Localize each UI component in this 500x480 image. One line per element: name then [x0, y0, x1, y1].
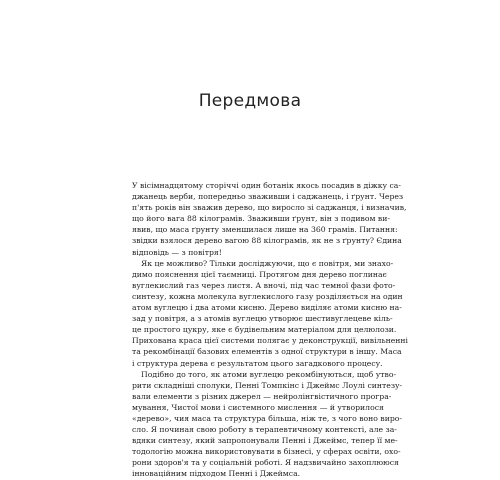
text-line: димо пояснення цієї таємниці. Протягом дня дерево поглинає: [132, 269, 387, 279]
paragraph-2: [132, 258, 409, 369]
text-line: джанець верби, попередньо зваживши і саджанець, і ґрунт. Через: [132, 192, 404, 202]
text-line: вуглекислий газ через листя. А вночі, під час темної фази фото-: [132, 280, 396, 290]
text-line: вдяки синтезу, який запропонували Пенні і Джеймс, тепер її ме-: [132, 436, 398, 446]
text-line: це простого цукру, яке є будівельним матеріалом для целюлози.: [132, 325, 397, 335]
text-line: «дерево», чия маса та структура більша, ніж те, з чого воно виро-: [132, 413, 402, 423]
text-line: і структура дерева є результатом цього загадкового процесу.: [132, 358, 383, 368]
text-line: та рекомбінації базових елементів з одної структури в іншу. Маса: [132, 347, 402, 357]
text-line: сло. Я починая свою роботу в терапевтичному контексті, але за-: [132, 425, 397, 435]
text-line: п'ять років він зважив дерево, що виросло зі саджанця, і визначив,: [132, 203, 407, 213]
text-line: синтезу, кожна молекула вуглекислого газу розділяється на один: [132, 291, 403, 301]
text-line: Як це можливо? Тільки досліджуючи, що є повітря, ми знахо-: [141, 258, 394, 268]
text-line: інноваційним підходом Пенні і Джеймса.: [132, 469, 301, 479]
text-line: Подібно до того, як атоми вуглецю рекомбінуються, щоб утво-: [141, 369, 397, 379]
paragraph-1: [132, 180, 407, 258]
text-line: атом вуглецю і два атоми кисню. Дерево виділяє атоми кисню на-: [132, 303, 402, 313]
text-line: Прихована краса цієї системи полягає у деконструкції, вивільненні: [132, 336, 409, 346]
text-line: звідки взялося дерево вагою 88 кілограмів, як не з ґрунту? Єдина: [132, 236, 402, 246]
text-line: рити складніші сполуки, Пенні Томпкінс і Джеймс Лоулі синтезу-: [132, 380, 403, 390]
text-line: що його вага 88 кілограмів. Зваживши ґрунт, він з подивом ви-: [132, 214, 390, 224]
text-line: рони здоров'я та у соціальній роботі. Я надзвичайно захоплююся: [132, 458, 399, 468]
text-line: тодологію можна використовувати в бізнесі, у сферах освіти, охо-: [132, 447, 401, 457]
text-line: вали елементи з різних джерел — нейролінгвістичного програ-: [132, 391, 392, 401]
text-line: зад у повітря, а з атомів вуглецю утворює шестивуглецеве кіль-: [132, 314, 393, 324]
text-line: мування, Чистої мови і системного мислення — й утворилося: [132, 402, 384, 412]
text-line: відповідь — з повітря!: [132, 247, 222, 257]
page-title: Передмова: [198, 91, 302, 111]
text-line: У вісімнадцятому сторіччі один ботанік якось посадив в діжку са-: [132, 181, 401, 190]
body-text: [132, 180, 409, 480]
paragraph-3: [132, 369, 403, 480]
text-line: явив, що маса ґрунту зменшилася лише на 360 грамів. Питання:: [132, 225, 398, 235]
